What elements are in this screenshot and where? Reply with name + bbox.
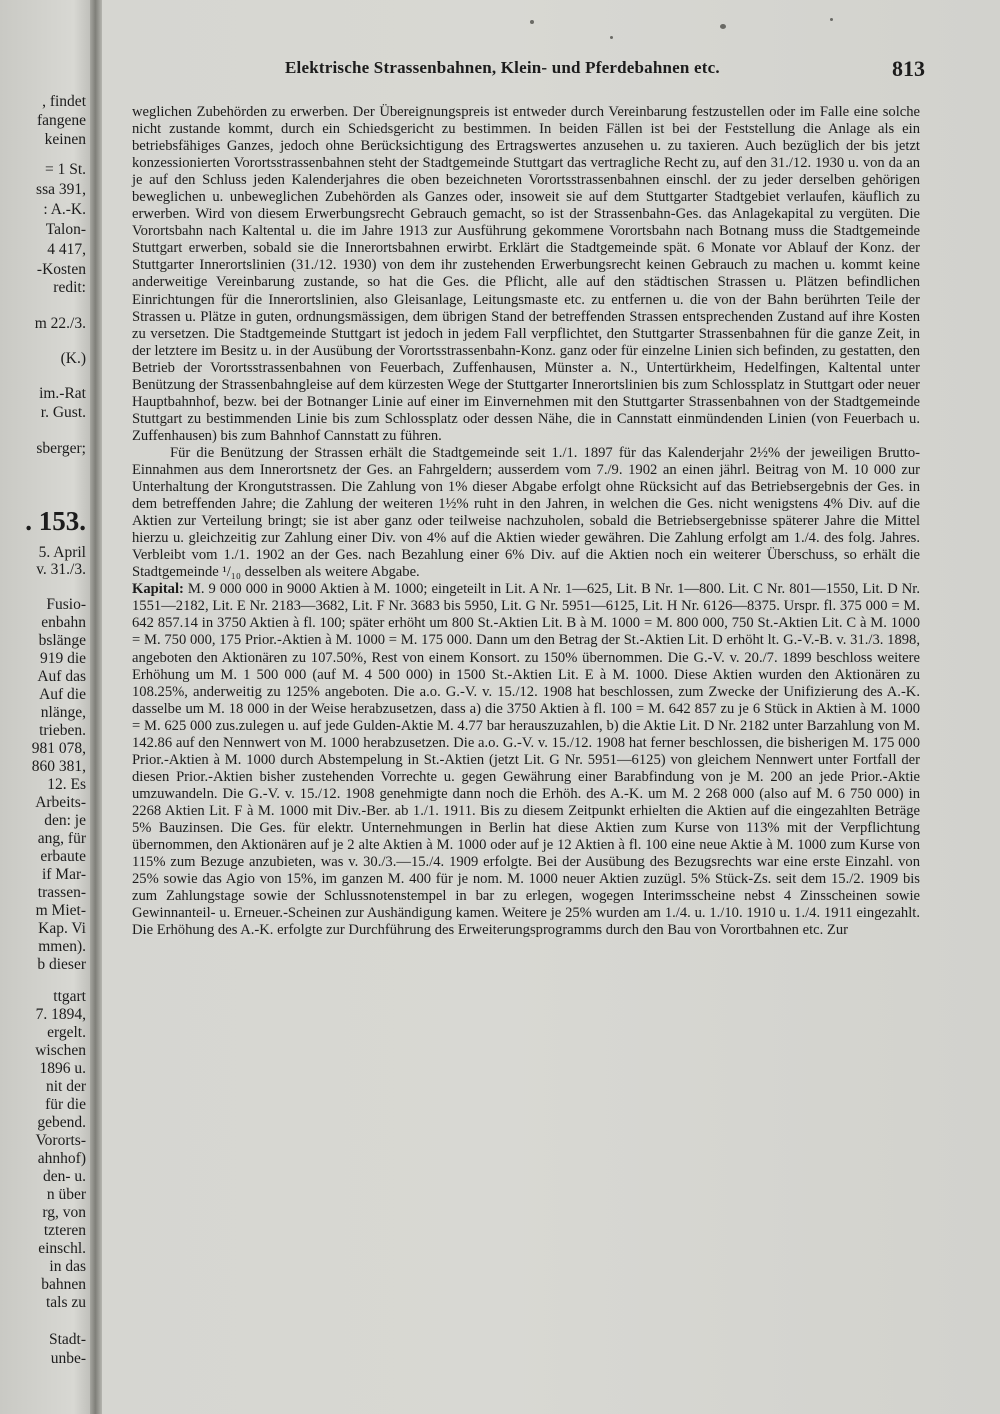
left-margin-line: m 22./3. [34, 315, 86, 332]
left-margin-line: b dieser [37, 956, 86, 973]
left-margin-line: if Mar- [41, 866, 86, 883]
left-margin-line: Talon- [45, 221, 86, 238]
left-margin-line: trieben. [39, 722, 86, 739]
left-margin-line: Auf die [39, 686, 86, 703]
running-header [105, 56, 925, 82]
left-margin-line: Vororts- [35, 1132, 86, 1149]
left-margin-line: , findet [42, 93, 86, 110]
book-gutter [90, 0, 102, 1414]
left-margin-line: trassen- [37, 884, 86, 901]
left-margin-line: rg, von [42, 1204, 86, 1221]
left-margin-line: einschl. [38, 1240, 86, 1257]
left-margin-line: . 153. [25, 506, 86, 536]
left-margin-line: in das [49, 1258, 86, 1275]
print-speck [530, 20, 534, 24]
left-margin-line: 1896 u. [39, 1060, 86, 1077]
left-margin-line: tzteren [43, 1222, 86, 1239]
left-margin-line: wischen [35, 1042, 86, 1059]
left-margin-line: bahnen [41, 1276, 86, 1293]
left-margin-line: Fusio- [46, 596, 86, 613]
left-margin-line: Auf das [37, 668, 86, 685]
left-margin-line: 5. April [38, 544, 86, 561]
capital-label: Kapital: [132, 581, 184, 598]
left-margin-line: erbaute [40, 848, 86, 865]
capital-text: M. 9 000 000 in 9000 Aktien à M. 1000; eingeteilt in Lit. A Nr. 1—625, Lit. B Nr. 1—800. Lit. C Nr. 801—1550, Lit. D Nr. 1551—2182, Lit. E Nr. 2183—3682, Lit. F Nr. 3683 bis 5950, Lit. G Nr. 5951—6125, Lit. H Nr. 6126—8375. Urspr. fl. 375 000 = M. 642 857.14 in 3750 Aktien à fl. 100; später erhöht um 800 St.-Aktien Lit. B à M. 1000 = M. 800 000, 750 St.-Aktien Lit. C à M. 1000 = M. 750 000, 175 Prior.-Aktien à M. 1000 = M. 175 000. Dann um den Betrag der St.-Aktien Lit. D erhöht lt. G.-V.-B. v. 31./3. 1898, angeboten den Aktionären zu 107.50%, Rest von einem Konsort. zu 150% übernommen. Die G.-V. v. 20./7. 1899 beschloss weitere Erhöhung um M. 1 500 000 (auf M. 4 500 000) in 1500 St.-Aktien Lit. E à M. 1000. Diese Aktien wurden den Aktionären zu 108.25%, anderweitig zu 125% angeboten. Die a.o. G.-V. v. 15./12. 1908 hat beschlossen, zum Zwecke der Unifizierung des A.-K. dasselbe um M. 18 000 in der Weise herabzusetzen, dass a) die 3750 Aktien à fl. 100 = M. 642 857 zu je 6 Stück in Aktien à M. 1000 = M. 625 000 zus.zulegen u. auf jede Gulden-Aktie M. 4.77 bar herauszuzahlen, b) die Aktie Lit. D Nr. 2182 unter Barzahlung von M. 142.86 auf den Nennwert von M. 1000 herabzusetzen. Die a.o. G.-V. v. 15./12. 1908 hat ferner beschlossen, die bisherigen M. 175 000 Prior.-Aktien à M. 1000 durch Abstempelung in St.-Aktien (jetzt Lit. G Nr. 5951—6125) von gleichem Nennwert unter Fortfall der diesen Prior.-Aktien bisher zustehenden Vorrechte u. gegen Gewährung einer Barabfindung von je M. 200 an jede Prior.-Aktie umzuwandeln. Die G.-V. v. 15./12. 1908 genehmigte dann noch die Erhöh. des A.-K. um M. 2 268 000 (also auf M. 6 750 000) in 2268 Aktien Lit. F à M. 1000 mit Div.-Ber. ab 1./1. 1911. Bis zu diesem Zeitpunkt erhielten die Aktien auf die eingezahlten Beträge 5% Bauzinsen. Die Ges. für elektr. Unternehmungen in Berlin hat diese Aktien zum Kurse von 113% mit der Verpflichtung übernommen, den Aktionären auf je 2 alte Aktien à M. 1000 oder auf je 12 Aktien à fl. 100 eine neue Aktie à M. 1000 zum Kurse von 115% zum Bezuge anzubieten, was v. 30./3.—15./4. 1909 erfolgte. Bei der Ausübung des Bezugsrechts war eine erste Einzahl. von 25% sowie das Agio von 15%, im ganzen M. 400 für je nom. M. 1000 neuer Aktien zuzügl. 5% Stück-Zs. seit dem 15./2. 1909 bis zum Zahlungstage sowie der Schlussnotenstempel in bar zu erlegen, wogegen Interimsscheine nebst 4 Zinsscheinen sowie Gewinnanteil- u. Erneuer.-Scheinen zur Aushändigung kamen. Weitere je 25% wurden am 1./4. u. 1./10. 1910 u. 1./4. 1911 eingezahlt. Die Erhöhung des A.-K. erfolgte zur Durchführung des Erweiterungsprogramms durch den Bau von Vorortbahnen etc. Zur [132, 581, 920, 939]
left-margin-line: ahnhof) [37, 1150, 86, 1167]
left-margin-line: Kap. Vi [38, 920, 86, 937]
page-number: 813 [892, 56, 925, 81]
left-margin-line: 981 078, [31, 740, 86, 757]
left-margin-line: 860 381, [31, 758, 86, 775]
left-margin-line: enbahn [41, 614, 86, 631]
left-margin-line: fangene [36, 112, 86, 129]
left-margin-line: 12. Es [47, 776, 86, 793]
left-margin-line: (K.) [60, 350, 86, 367]
left-margin-line: gebend. [37, 1114, 86, 1131]
left-margin-line: = 1 St. [44, 161, 86, 178]
left-margin-line: den- u. [42, 1168, 86, 1185]
left-margin-line: -Kosten [36, 261, 86, 278]
left-margin-line: m Miet- [35, 902, 86, 919]
left-margin-line: r. Gust. [40, 404, 86, 421]
left-margin-line: 4 417, [47, 241, 86, 258]
main-text-column [132, 104, 920, 939]
left-margin-line: ssa 391, [36, 181, 86, 198]
left-margin-line: 919 die [39, 650, 86, 667]
left-margin-line: Arbeits- [35, 794, 86, 811]
left-margin-line: mmen). [38, 938, 86, 955]
header-title: Elektrische Strassenbahnen, Klein- und Pferdebahnen etc. [285, 58, 720, 77]
left-margin-line: ang, für [37, 830, 86, 847]
left-margin-line: ergelt. [47, 1024, 86, 1041]
paragraph-street-use-fees: Für die Benützung der Strassen erhält die Stadtgemeinde seit 1./1. 1897 für das Kalenderjahr 2½% der jeweiligen Brutto-Einnahmen aus dem Innerortsnetz der Ges. an Fahrgeldern; ausserdem vom 7./9. 1902 an einen jährl. Beitrag von M. 10 000 zur Unterhaltung der Krongutstrassen. Die Zahlung von 1% dieser Abgabe erfolgt ohne Rücksicht auf das Betriebsergebnis der Ges. in dem betreffenden Jahre; die Zahlung der weiteren 1½% ruht in den Jahren, in welchen die Ges. nicht wenigstens 4% Div. auf die Aktien zur Verteilung bringt; sie ist aber ganz oder teilweise nachzuholen, sobald die Betriebsergebnisse späterer Jahre die Mittel hierzu u. gleichzeitig zur Zahlung einer Div. von 4% auf die Aktien wieder gewähren. Die Zahlung erfolgt am 1./4. des folg. Jahres. Verbleibt vom 1./1. 1902 an der Ges. nach Bezahlung einer 6% Div. auf die Aktien noch ein weiterer Überschuss, so erhält die Stadtgemeinde ¹/₁₀ desselben als weitere Abgabe. [132, 444, 920, 581]
paragraph-ownership-rights: weglichen Zubehörden zu erwerben. Der Übereignungspreis ist entweder durch Vereinbarung festzustellen oder im Falle eine solche nicht zustande kommt, durch ein Schiedsgericht zu bestimmen. In beiden Fällen ist bei der Feststellung die Anlage als ein betriebsfähiges Ganzes, jedoch ohne Berücksichtigung des Ertragswertes anzusehen u. zu taxieren. Auch bezüglich der bis jetzt konzessionierten Vorortsstrassenbahnen steht der Stadtgemeinde Stuttgart das vertragliche Recht zu, auf den 31./12. 1930 u. von da an je auf den Schluss jeden Kalenderjahres die oben bezeichneten Vorortsstrassenbahnen einschl. der zu jeder derselben gehörigen beweglichen u. unbeweglichen Zubehörden als Ganzes oder, insoweit sie auf dem Stuttgarter Stadtgebiet verlaufen, käuflich zu erwerben. Wird von diesem Erwerbungsrecht Gebrauch gemacht, so ist der Strassenbahn-Ges. das Anlagekapital zu vergüten. Die Vorortsbahn nach Kaltental u. die im Jahre 1913 zur Ausführung gekommene Vorortsbahn nach Botnang muss die Stadtgemeinde Stuttgart erwerben, sobald sie die Innerortsbahnen erwirbt. Erklärt die Stadtgemeinde spät. 6 Monate vor Ablauf der Konz. der Stuttgarter Innerortslinien (31./12. 1930) von dem ihr zustehenden Erwerbungsrecht keinen Gebrauch zu machen u. kommt keine anderweitige Vereinbarung zustande, so hat die Ges. die Pflicht, alle auf den städtischen Strassen u. Plätzen befindlichen Einrichtungen für die Innerortslinien, also Gleisanlage, Leitungsmaste etc. zu entfernen u. die von der Bahn berührten Teile der Strassen u. Plätze in guten, ordnungsmässigen, dem übrigen Stand der betreffenden Strassen entsprechenden Zustand auf ihre Kosten zu versetzen. Die Stadtgemeinde Stuttgart ist jedoch in jedem Fall verpflichtet, den Stuttgarter Strassenbahnen für die ganze Zeit, in der letztere im Besitz u. in der Ausübung der Vorortsstrassenbahn-Konz. ganz oder für einzelne Linien sich befinden, zu gestatten, den Betrieb der Vorortsstrassenbahnen von Feuerbach, Zuffenhausen, Münster a. N., Untertürkheim, Hedelfingen, Kaltental unter Benützung der Strassenbahngleise auf dem kürzesten Wege der Stuttgarter Innerortslinien bis zum Schlossplatz in Stuttgart oder neuer Hauptbahnhof, bezw. bei der Botnanger Linie auf einer im Einvernehmen mit den Stuttgarter Strassenbahnen von der Stadtgemeinde Stuttgart zu bestimmenden Linie bis zum Schlossplatz oder dessen Nähe, die in Cannstatt einmündenden Linien (von Feuerbach u. Zuffenhausen) bis zum Bahnhof Cannstatt zu führen. [132, 104, 920, 444]
print-speck [720, 24, 726, 29]
left-margin-line: den: je [44, 812, 86, 829]
left-margin-line: ttgart [53, 988, 86, 1005]
left-margin-line: nlänge, [40, 704, 86, 721]
print-speck [830, 18, 833, 21]
left-margin-line: : A.-K. [43, 201, 86, 218]
left-margin-line: bslänge [38, 632, 86, 649]
print-speck [610, 36, 613, 39]
left-margin-line: nit der [45, 1078, 86, 1095]
paragraph-capital [132, 581, 920, 939]
left-margin-line: tals zu [45, 1294, 86, 1311]
left-margin-line: keinen [44, 131, 86, 148]
left-margin-line: im.-Rat [39, 385, 86, 402]
left-margin-line: Stadt- [48, 1331, 86, 1348]
left-margin-line: redit: [53, 279, 86, 296]
left-margin-line: für die [45, 1096, 86, 1113]
left-margin-line: v. 31./3. [36, 561, 86, 578]
left-margin-line: sberger; [36, 440, 86, 457]
left-margin-line: 7. 1894, [35, 1006, 86, 1023]
adjacent-page-fragment [0, 0, 92, 1414]
left-margin-line: n über [46, 1186, 86, 1203]
left-margin-line: unbe- [50, 1350, 86, 1367]
